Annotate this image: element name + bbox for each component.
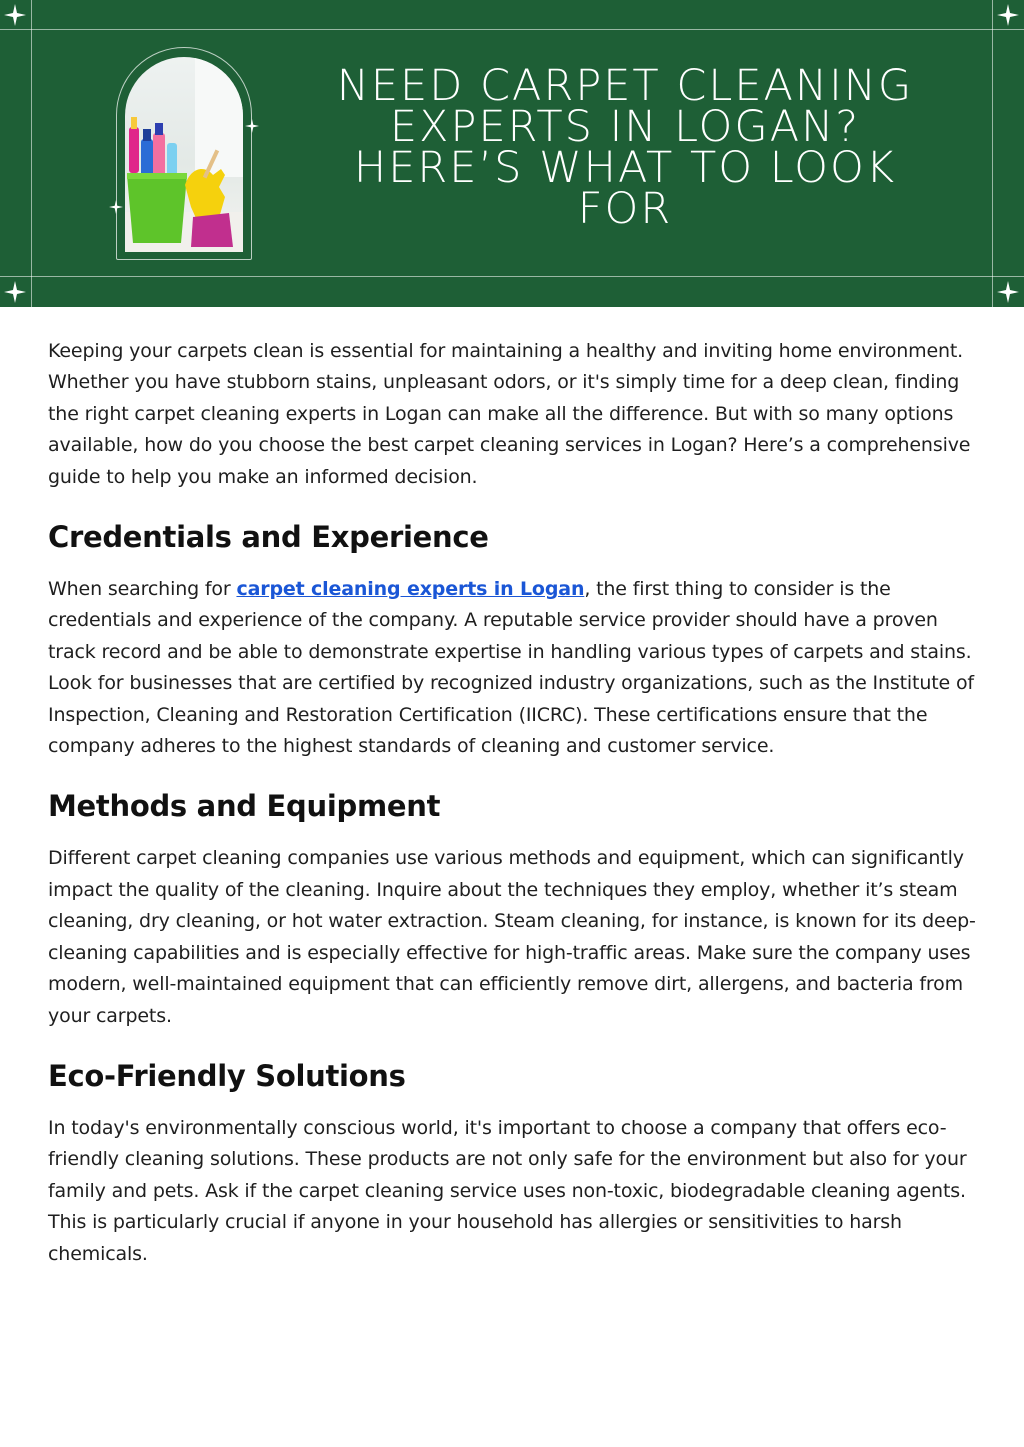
sparkle-icon	[4, 281, 26, 303]
sparkle-icon	[4, 4, 26, 26]
carpet-cleaning-experts-link[interactable]: carpet cleaning experts in Logan	[236, 578, 585, 601]
section-heading-eco: Eco-Friendly Solutions	[48, 1058, 406, 1093]
section-heading-credentials: Credentials and Experience	[48, 520, 489, 555]
frame-line-top	[0, 29, 1024, 30]
cleaning-supplies-photo	[125, 57, 243, 252]
intro-paragraph: Keeping your carpets clean is essential for maintaining a healthy and inviting home environment. Whether you have stubborn stains, unpleasant odors, or it's simply time for a deep clean, finding the right carpet cleaning experts in Logan can make all the difference. But with so many options available, how do you choose the best carpet cleaning services in Logan? Here’s a comprehensive guide to help you make an informed decision.	[48, 340, 971, 488]
credentials-paragraph	[48, 574, 978, 762]
eco-paragraph: In today's environmentally conscious world, it's important to choose a company that offers eco-friendly cleaning solutions. These products are not only safe for the environment but also for your family and pets. Ask if the carpet cleaning service uses non-toxic, biodegradable cleaning agents. This is particularly crucial if anyone in your household has allergies or sensitivities to harsh chemicals.	[48, 1116, 967, 1265]
page-title: NEED CARPET CLEANING EXPERTS IN LOGAN? HERE’S WHAT TO LOOK FOR	[336, 61, 914, 234]
credentials-text-start: When searching for	[48, 578, 237, 601]
sparkle-icon	[997, 4, 1019, 26]
section-heading-methods: Methods and Equipment	[48, 789, 441, 824]
frame-line-right	[992, 0, 993, 307]
sparkle-icon	[997, 281, 1019, 303]
article-body	[48, 336, 978, 1270]
methods-paragraph: Different carpet cleaning companies use various methods and equipment, which can significantly impact the quality of the cleaning. Inquire about the techniques they employ, whether it’s steam cleaning, dry cleaning, or hot water extraction. Steam cleaning, for instance, is known for its deep-cleaning capabilities and is especially effective for high-traffic areas. Make sure the company uses modern, well-maintained equipment that can efficiently remove dirt, allergens, and bacteria from your carpets.	[48, 847, 976, 1027]
cleaning-supplies-illustration	[125, 57, 243, 252]
frame-line-left	[31, 0, 32, 307]
frame-line-bottom	[0, 276, 1024, 277]
credentials-text-rest: , the first thing to consider is the credentials and experience of the company. A reputable service provider should have a proven track record and be able to demonstrate expertise in handling various types of carpets and stains. Look for businesses that are certified by recognized industry organizations, such as the Institute of Inspection, Cleaning and Restoration Certification (IICRC). These certifications ensure that the company adheres to the highest standards of cleaning and customer service.	[48, 578, 974, 758]
header-banner	[0, 0, 1024, 307]
